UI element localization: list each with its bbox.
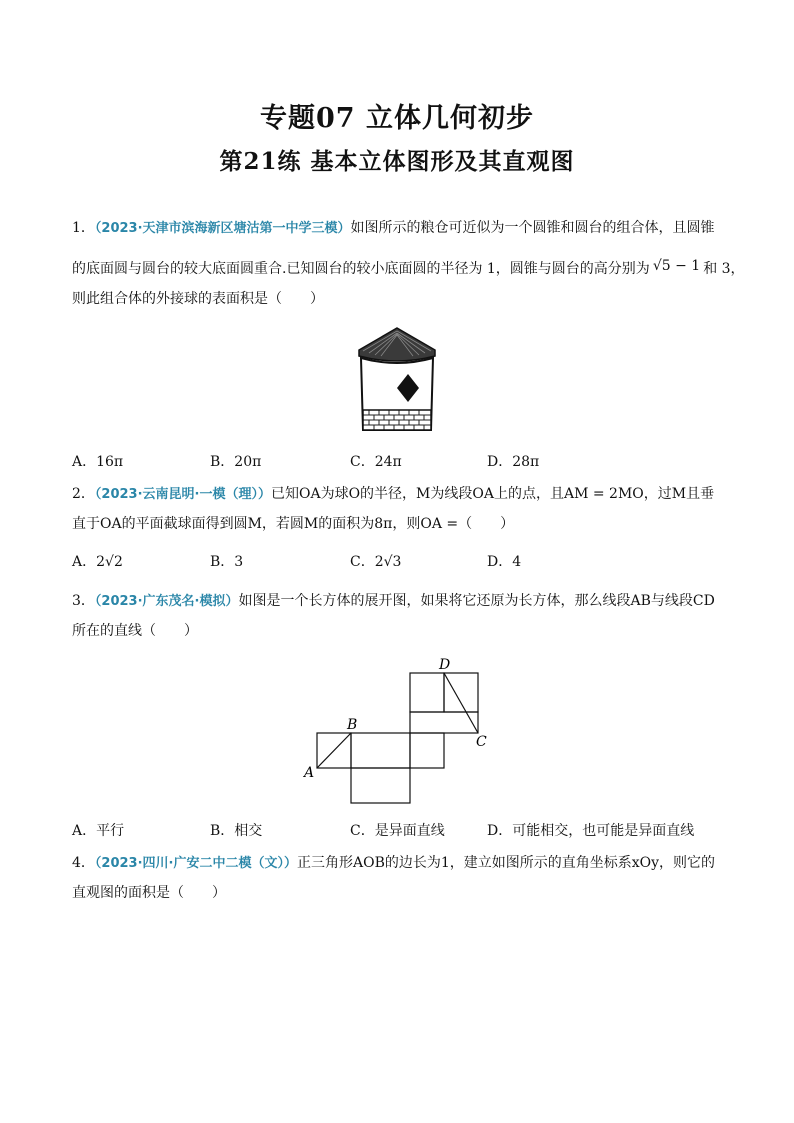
q3-number: 3． <box>72 593 95 609</box>
q1-text-2c: 和 3， <box>703 261 745 277</box>
q2-option-a[interactable]: A．2√2 <box>72 554 123 570</box>
label-a: A <box>304 765 315 781</box>
q1-text-1: 如图所示的粮仓可近似为一个圆锥和圆台的组合体，且圆锥 <box>350 220 715 236</box>
q1-line2 <box>72 257 745 278</box>
q4-line2: 直观图的面积是（ ） <box>72 885 226 901</box>
q4-line1 <box>72 854 715 873</box>
net-square-d <box>410 673 444 712</box>
q1-number: 1． <box>72 220 95 236</box>
q3-line2: 所在的直线（ ） <box>72 623 198 639</box>
cuboid-net-figure <box>302 654 502 806</box>
q2-number: 2． <box>72 486 95 502</box>
q1-text-2a: 的底面圆与圆台的较大底面圆重合.已知圆台的较小底面圆的半径为 1，圆锥与圆台的高分别为 <box>72 261 650 277</box>
q1-line3: 则此组合体的外接球的表面积是（ ） <box>72 291 324 307</box>
q2-line1 <box>72 485 714 504</box>
label-c: C <box>476 734 487 750</box>
net-square-dc <box>444 673 478 712</box>
q1-line1 <box>72 219 715 238</box>
segment-ab <box>317 733 351 768</box>
q1-option-c[interactable]: C．24π <box>350 454 402 470</box>
q3-option-c[interactable]: C．是异面直线 <box>350 823 445 839</box>
page-subtitle: 第21练 基本立体图形及其直观图 <box>219 148 575 175</box>
q1-source: （2023·天津市滨海新区塘沽第一中学三模） <box>94 221 351 236</box>
segment-cd <box>444 673 478 733</box>
q3-text-1: 如图是一个长方体的展开图，如果将它还原为长方体，那么线段AB与线段CD <box>238 593 715 609</box>
q4-text-1: 正三角形AOB的边长为1，建立如图所示的直角坐标系xOy，则它的 <box>296 855 716 871</box>
page-title: 专题07 立体几何初步 <box>260 103 534 134</box>
q1-option-d[interactable]: D．28π <box>487 454 540 470</box>
q2-option-c[interactable]: C．2√3 <box>350 554 402 570</box>
q4-source: （2023·四川·广安二中二模（文）） <box>94 856 297 871</box>
granary-figure <box>355 326 439 436</box>
label-d: D <box>439 657 451 673</box>
q3-option-d[interactable]: D．可能相交，也可能是异面直线 <box>487 823 695 839</box>
q3-line1 <box>72 592 715 611</box>
label-b: B <box>347 717 358 733</box>
q2-option-d[interactable]: D．4 <box>487 554 522 570</box>
q3-source: （2023·广东茂名·模拟） <box>94 594 239 609</box>
q2-text-1: 已知OA为球O的半径，M为线段OA上的点，且AM = 2MO，过M且垂 <box>270 486 715 502</box>
q4-number: 4． <box>72 855 95 871</box>
q3-option-b[interactable]: B．相交 <box>210 823 263 839</box>
q2-option-b[interactable]: B．3 <box>210 554 244 570</box>
q2-source: （2023·云南昆明·一模（理）） <box>94 487 271 502</box>
q3-option-a[interactable]: A．平行 <box>72 823 125 839</box>
q1-option-b[interactable]: B．20π <box>210 454 262 470</box>
q1-option-a[interactable]: A．16π <box>72 454 124 470</box>
q1-sqrt-expression: √5 − 1 <box>652 258 701 274</box>
q2-line2: 直于OA的平面截球面得到圆M，若圆M的面积为8π，则OA =（ ） <box>72 516 515 532</box>
